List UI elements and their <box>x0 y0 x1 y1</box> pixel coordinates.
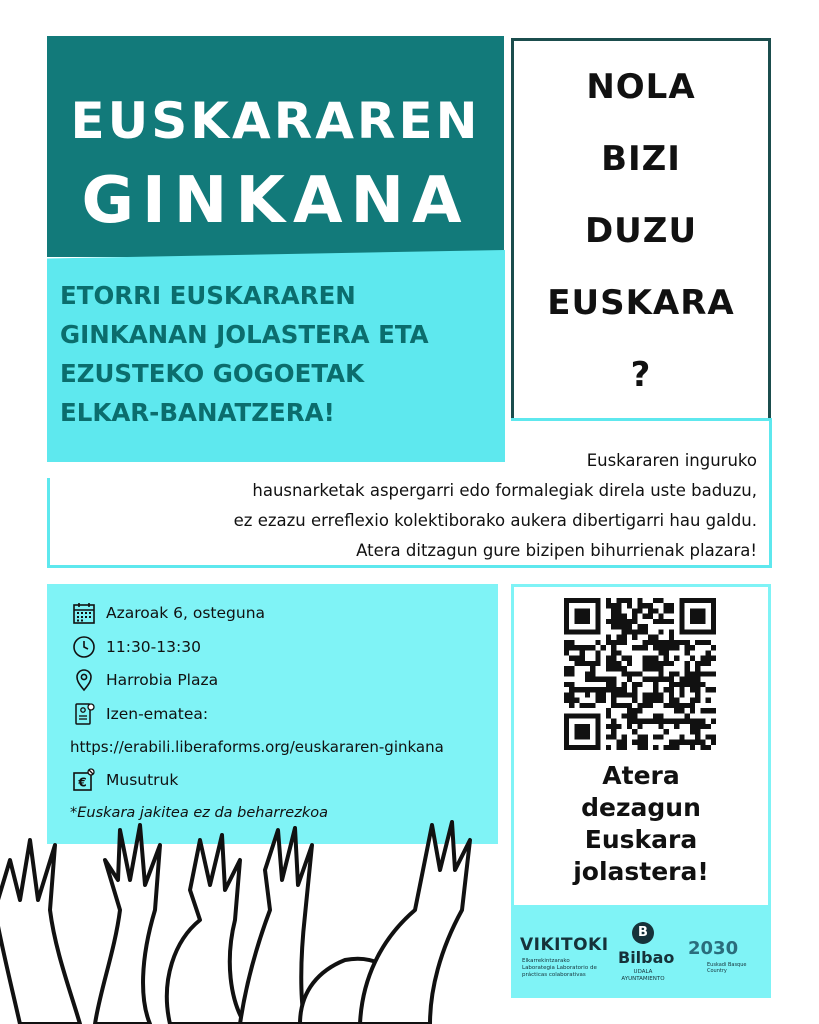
intro-text <box>60 276 500 432</box>
euro-icon <box>72 768 96 792</box>
language-note: *Euskara jakitea ez da beharrezkoa <box>70 805 328 821</box>
qr-cta-line: Atera <box>602 761 680 790</box>
description-line: Atera ditzagun gure bizipen bihurrienak plazara! <box>356 541 757 560</box>
description-line: ez ezazu erreflexio kolektiborako aukera dibertigarri hau galdu. <box>233 511 757 530</box>
clock-icon <box>72 635 96 659</box>
event-price: Musutruk <box>106 771 179 789</box>
title-line-2: GINKANA <box>81 164 470 238</box>
bilbao-logo: Bilbao <box>618 948 675 967</box>
qr-cta-line: dezagun <box>581 793 701 822</box>
title-banner <box>47 36 504 257</box>
time-row <box>72 635 201 659</box>
svg-text:€: € <box>78 775 87 790</box>
intro-line: ETORRI EUSKARAREN <box>60 281 356 310</box>
intro-line: EZUSTEKO GOGOETAK <box>60 359 365 388</box>
registration-row <box>72 702 208 726</box>
price-row <box>72 768 178 792</box>
date-row <box>72 601 265 625</box>
qr-cta-line: Euskara <box>584 825 698 854</box>
question-word: BIZI <box>601 139 681 179</box>
agenda-2030-subtitle: Euskadi Basque Country <box>707 962 747 974</box>
event-date: Azaroak 6, osteguna <box>106 604 266 622</box>
question-word: NOLA <box>586 67 696 107</box>
vikitoki-subtitle: Elkarrekintzarako Laborategia Laboratorio de prácticas colaborativas <box>522 958 597 978</box>
qr-call-to-action <box>514 760 768 888</box>
place-row <box>72 668 218 692</box>
question-word: DUZU <box>584 211 698 251</box>
qr-cta-line: jolastera! <box>573 857 709 886</box>
intro-line: ELKAR-BANATZERA! <box>60 398 335 427</box>
description-line: Euskararen inguruko <box>586 451 757 470</box>
intro-line: GINKANAN JOLASTERA ETA <box>60 320 429 349</box>
registration-link[interactable]: https://erabili.liberaforms.org/euskararen-ginkana <box>70 738 444 756</box>
event-place: Harrobia Plaza <box>106 671 219 689</box>
bilbao-subtitle: UDALA AYUNTAMIENTO <box>621 969 665 982</box>
qr-code[interactable] <box>564 598 716 750</box>
question-word: EUSKARA <box>547 283 735 323</box>
vikitoki-logo: VIKITOKI <box>520 935 609 955</box>
description-line: hausnarketak aspergarri edo formalegiak direla uste baduzu, <box>252 481 757 500</box>
description-text <box>234 446 757 566</box>
location-pin-icon <box>72 668 96 692</box>
form-icon <box>72 702 96 726</box>
agenda-2030-logo: 2030 <box>688 938 739 959</box>
title-line-1: EUSKARAREN <box>70 92 481 150</box>
question-mark: ? <box>630 355 652 395</box>
bilbao-logo-mark: B <box>632 922 654 944</box>
registration-label: Izen-ematea: <box>106 705 209 723</box>
raised-hands-illustration <box>0 800 500 1024</box>
event-time: 11:30-13:30 <box>106 638 201 656</box>
question-panel <box>511 38 771 422</box>
calendar-icon <box>72 601 96 625</box>
